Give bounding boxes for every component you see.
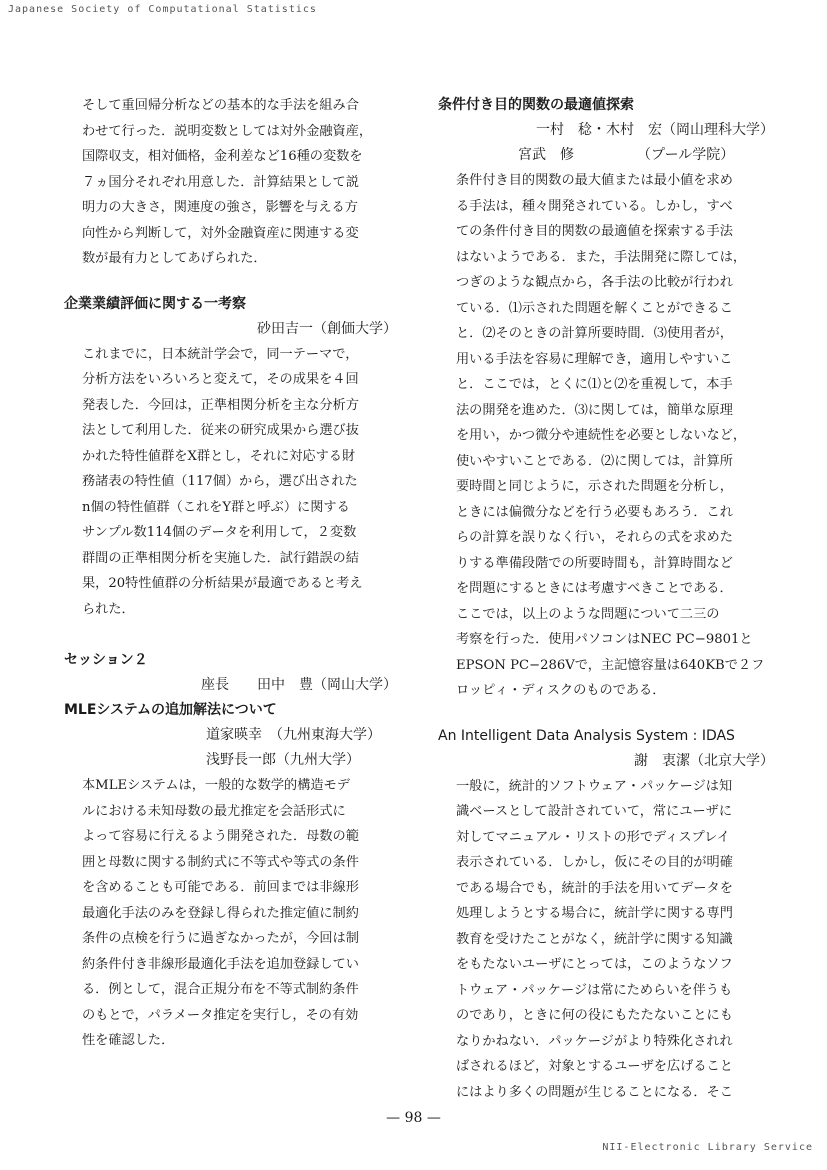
text-line: 本MLEシステムは，一般的な数学的構造モデ <box>82 778 350 793</box>
text-line: 対してマニュアル・リストの形でディスプレイ <box>456 829 730 845</box>
text-line: 最適化手法のみを登録し得られた推定値に制約 <box>82 905 359 921</box>
text-line: を用い，かつ微分や連続性を必要としないなど， <box>456 428 747 443</box>
text-line: これまでに，日本統計学会で，同一テーマで， <box>82 346 359 362</box>
session-heading: セッション２ <box>64 652 148 668</box>
text-line: りする準備段階での所要時間も，計算時間など <box>456 555 733 571</box>
abstract-title: 企業業績評価に関する一考察 <box>64 295 246 312</box>
text-line: 群間の正準相関分析を実施した．試行錯誤の結 <box>82 550 359 566</box>
abstract-author: 一村 稔・木村 宏（岡山理科大学） <box>536 122 774 138</box>
abstract-body <box>438 168 774 704</box>
text-line: 分析方法をいろいろと変えて，その成果を４回 <box>82 372 359 387</box>
text-line: トウェア・パッケージは常にためらいを伴うも <box>456 982 733 998</box>
abstract-title: MLEシステムの追加解法について <box>64 702 277 718</box>
text-line: 性を確認した． <box>82 1033 175 1048</box>
text-line: 法の開発を進めた．⑶に関しては，簡単な原理 <box>456 402 733 418</box>
text-line: ロッピィ・ディスクのものである． <box>456 683 666 698</box>
right-column <box>438 93 774 1105</box>
text-line: ときには偏微分などを行う必要もあろう．これ <box>456 504 733 520</box>
text-line: らの計算を誤りなく行い，それらの式を求めた <box>456 530 733 545</box>
text-line: ている．⑴示された問題を解くことができるこ <box>456 300 733 316</box>
text-line: を含めることも可能である．前回までは非線形 <box>82 880 359 895</box>
session-chair: 座長 田中 豊（岡山大学） <box>201 677 397 693</box>
text-line: ルにおける未知母数の最尤推定を会話形式に <box>82 803 346 819</box>
text-line: 明力の大きさ，関連度の強さ，影響を与える方 <box>82 200 358 215</box>
text-line: ばされるほど，対象とするユーザを広げること <box>456 1059 733 1074</box>
text-line: にはより多くの問題が生じることになる．そこ <box>456 1084 733 1100</box>
abstract-author: 浅野長一郎（九州大学） <box>206 752 360 768</box>
text-line: 条件の点検を行うに過ぎなかったが，今回は制 <box>82 931 359 946</box>
text-line: ての条件付き目的関数の最適値を探索する手法 <box>456 224 733 239</box>
abstract-body <box>64 342 397 623</box>
text-line: 発表した．今回は，正準相関分析を主な分析方 <box>82 397 359 413</box>
text-line: 数が最有力としてあげられた． <box>82 251 267 266</box>
abstract-body <box>64 773 397 1054</box>
text-line: 教育を受けたことがなく，統計学に関する知識 <box>456 931 733 947</box>
left-continued-abstract <box>64 93 397 272</box>
library-footer: NII-Electronic Library Service <box>602 1142 813 1153</box>
text-line: 要時間と同じように，示された問題を分析し， <box>456 479 733 494</box>
text-line: ７ヵ国分それぞれ用意した．計算結果として説 <box>82 174 359 190</box>
text-line: る手法は，種々開発されている。しかし，すべ <box>456 198 733 214</box>
text-line: なりかねない．パッケージがより特殊化されれ <box>456 1033 733 1049</box>
text-line: である場合でも，統計的手法を用いてデータを <box>456 880 733 896</box>
text-line: 法として利用した．従来の研究成果から選び抜 <box>82 423 359 438</box>
text-line: よって容易に行えるよう開発された．母数の範 <box>82 829 359 844</box>
text-line: 約条件付き非線形最適化手法を追加登録してい <box>82 956 359 972</box>
text-line: 考察を行った．使用パソコンはNEC PC−9801と <box>456 632 753 647</box>
text-line: と．ここでは，とくに⑴と⑵を重視して，本手 <box>456 377 733 392</box>
text-line: わせて行った．説明変数としては対外金融資産， <box>82 123 373 139</box>
text-line: 識ベースとして設計されていて，常にユーザに <box>456 804 733 819</box>
text-line: n個の特性値群（これをY群と呼ぶ）に関する <box>82 499 350 515</box>
abstract-body <box>438 774 774 1106</box>
text-line: 条件付き目的関数の最大値または最小値を求め <box>456 173 733 188</box>
text-line: 表示されている．しかし，仮にその目的が明確 <box>456 855 733 870</box>
text-line: 用いる手法を容易に理解でき，適用しやすいこ <box>456 351 733 367</box>
abstract-author: 砂田吉一（創価大学） <box>257 320 397 337</box>
abstract-author: 宮武 修 （プール学院） <box>518 147 735 163</box>
text-line: そして重回帰分析などの基本的な手法を組み合 <box>82 98 359 113</box>
text-line: 国際収支，相対価格，金利差など16種の変数を <box>82 149 363 164</box>
text-line: のもとで，パラメータ推定を実行し，その有効 <box>82 1007 359 1023</box>
left-column <box>64 93 397 1054</box>
text-line: 囲と母数に関する制約式に不等式や等式の条件 <box>82 854 359 870</box>
text-line: 果，20特性値群の分析結果が最適であると考え <box>82 576 363 591</box>
text-line: ここでは，以上のような問題について二三の <box>456 606 720 622</box>
text-line: と．⑵そのときの計算所要時間．⑶使用者が， <box>456 326 733 341</box>
text-line: 務諸表の特性値（117個）から，選び出された <box>82 474 358 489</box>
text-line: つぎのような観点から，各手法の比較が行われ <box>456 275 733 290</box>
text-line: はないようである．また，手法開発に際しては， <box>456 249 747 265</box>
text-line: られた． <box>82 601 135 617</box>
text-line: る．例として，混合正規分布を不等式制約条件 <box>82 982 359 997</box>
abstract-author: 道家暎幸 （九州東海大学） <box>206 727 381 743</box>
abstract-title: 条件付き目的関数の最適値探索 <box>438 97 634 113</box>
text-line: サンプル数114個のデータを利用して，２変数 <box>82 525 357 540</box>
text-line: のであり，ときに何の役にもたたないことにも <box>456 1008 733 1023</box>
society-header: Japanese Society of Computational Statistics <box>8 4 317 15</box>
text-line: かれた特性値群をX群とし，それに対応する財 <box>82 448 356 464</box>
text-line: 向性から判断して，対外金融資産に関連する変 <box>82 225 359 241</box>
text-line: 一般に，統計的ソフトウェア・パッケージは知 <box>456 778 733 794</box>
text-line: をもたないユーザにとっては，このようなソフ <box>456 957 733 972</box>
abstract-author: 謝 衷潔（北京大学） <box>634 752 774 769</box>
abstract-title: An Intelligent Data Analysis System : IDAS <box>438 727 735 744</box>
text-line: を問題にするときには考慮すべきことである． <box>456 581 733 596</box>
text-line: EPSON PC−286Vで，主記憶容量は640KBで２フ <box>456 657 765 673</box>
text-line: 処理しようとする場合に，統計学に関する専門 <box>456 906 733 921</box>
page-number: — 98 — <box>386 1110 441 1126</box>
text-line: 使いやすいことである．⑵に関しては，計算所 <box>456 453 733 469</box>
